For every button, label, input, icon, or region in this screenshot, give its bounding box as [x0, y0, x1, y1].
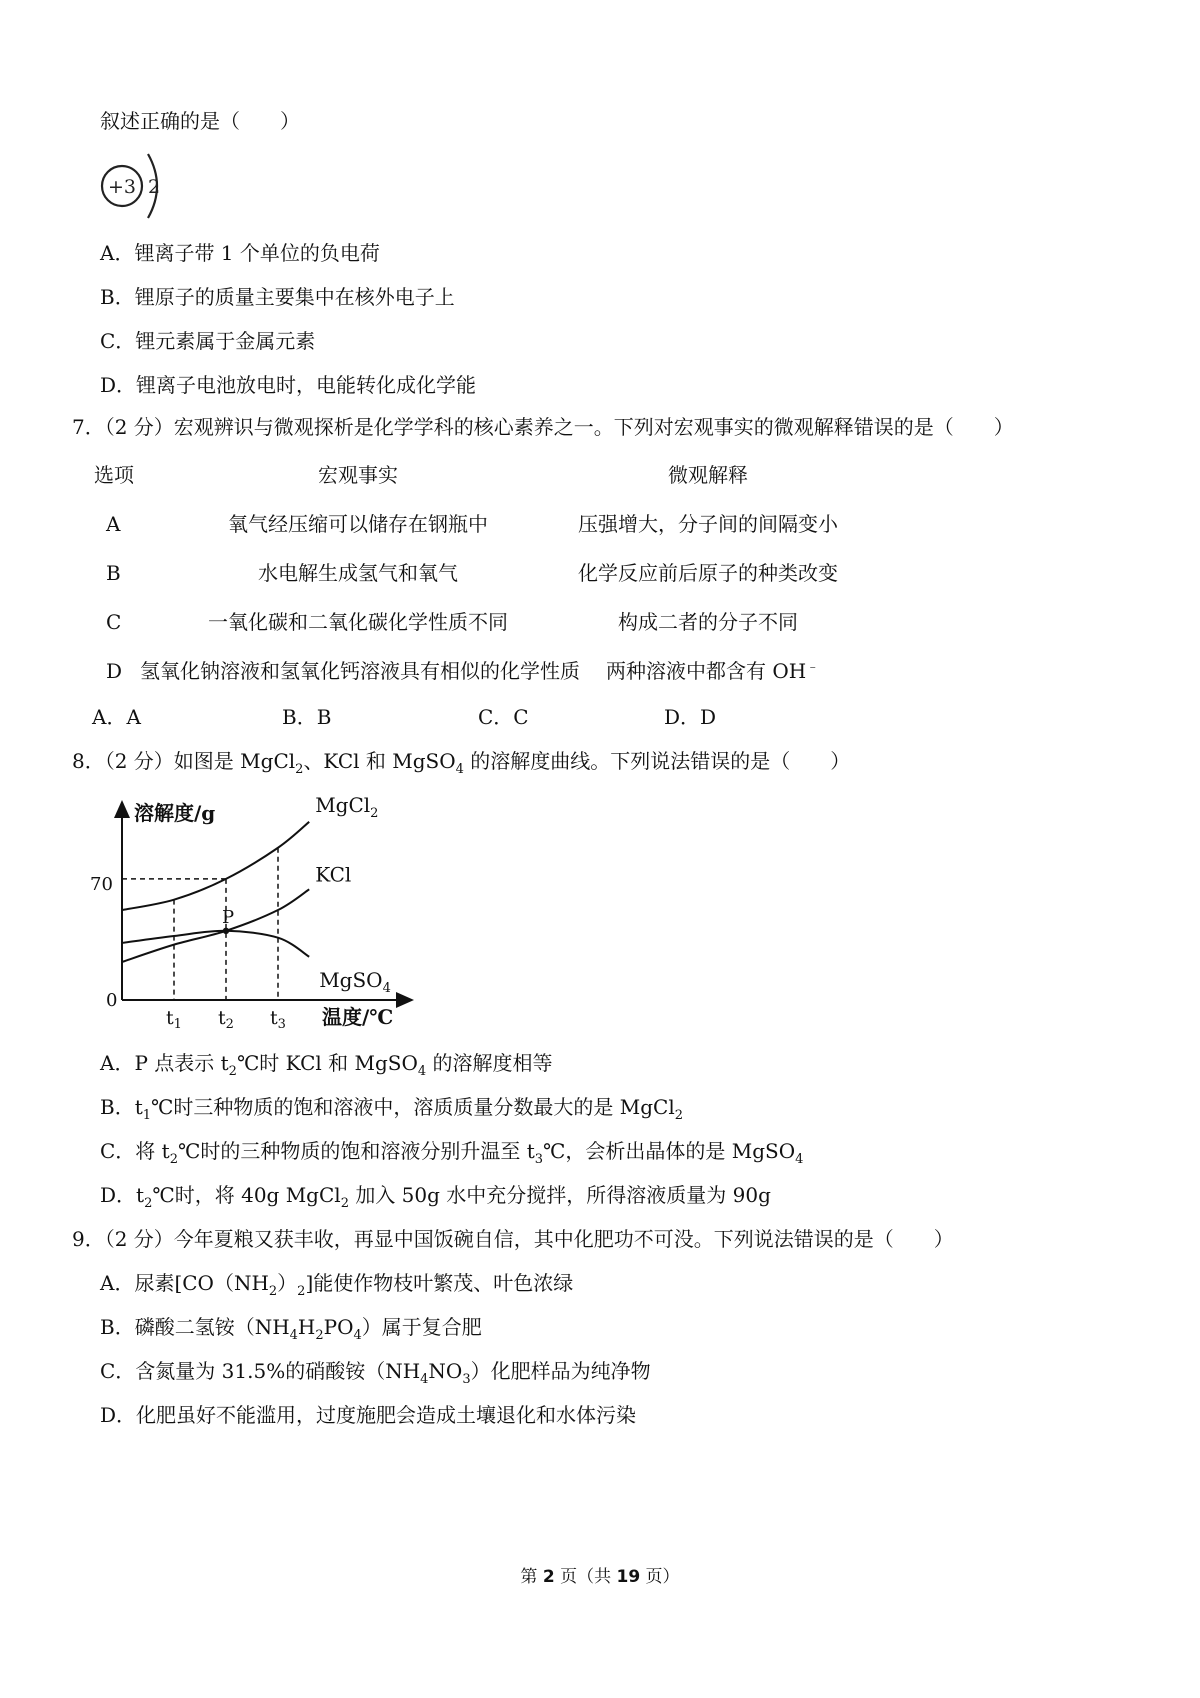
table-header-fact: 宏观事实	[318, 463, 398, 487]
series-line-0	[122, 822, 309, 910]
table-header-explain: 微观解释	[668, 463, 748, 487]
q8-stem: 8．（2 分）如图是 MgCl$_2$、KCl 和 MgSO$_4$ 的溶解度曲线。下列说法错误的是（ ）	[72, 749, 851, 777]
table-row-fact: 氢氧化钠溶液和氢氧化钙溶液具有相似的化学性质	[140, 659, 580, 683]
intersection-point	[223, 928, 229, 934]
origin-label: 0	[106, 990, 118, 1011]
q6-option-d: D．锂离子电池放电时，电能转化成化学能	[100, 373, 477, 397]
solubility-curve-chart	[84, 790, 424, 1040]
table-row-explain	[606, 658, 819, 684]
table-row-key: A	[106, 512, 121, 536]
q6-option-b: B．锂原子的质量主要集中在核外电子上	[100, 285, 455, 309]
q7-answer-b: B．B	[282, 705, 332, 729]
y-tick-70: 70	[90, 874, 113, 895]
series-label-0: MgCl$_2$	[315, 792, 379, 821]
q8-option-c: C．将 $t_2℃$时的三种物质的饱和溶液分别升温至 $t_3℃$，会析出晶体的是 MgSO$_4$	[100, 1139, 804, 1167]
q7-stem: 7．（2 分）宏观辨识与微观探析是化学学科的核心素养之一。下列对宏观事实的微观解释错误的是（ ）	[72, 415, 1014, 439]
q9-option-c: C．含氮量为 31.5%的硝酸铵$(NH_4NO_3)$化肥样品为纯净物	[100, 1359, 651, 1387]
q6-option-a: A．锂离子带 1 个单位的负电荷	[100, 241, 380, 265]
q6-option-c: C．锂元素属于金属元素	[100, 329, 316, 353]
series-line-1	[122, 889, 309, 962]
page-footer: 第 2 页（共 19 页）	[520, 1567, 680, 1587]
table-row-key: D	[106, 659, 123, 683]
table-row-explain: 压强增大，分子间的间隔变小	[578, 512, 838, 536]
series-label-2: MgSO$_4$	[319, 967, 391, 996]
table-row-key: C	[106, 610, 122, 634]
q9-option-d: D．化肥虽好不能滥用，过度施肥会造成土壤退化和水体污染	[100, 1403, 637, 1427]
x-tick-label: $t_3$	[270, 1007, 286, 1032]
q9-option-a: A．尿素$[CO(NH_2)_2]$能使作物枝叶繁茂、叶色浓绿	[100, 1271, 574, 1299]
x-axis-label: 温度/℃	[322, 1005, 394, 1029]
table-row-fact: 氧气经压缩可以储存在钢瓶中	[228, 512, 488, 536]
lithium-ion-structure-diagram	[98, 148, 168, 222]
nucleus-charge: +3	[107, 176, 137, 198]
y-axis-label: 溶解度/g	[134, 801, 216, 825]
x-tick-label: $t_1$	[166, 1007, 182, 1032]
q6-stem-tail: 叙述正确的是（ ）	[100, 109, 300, 133]
q9-stem: 9．（2 分）今年夏粮又获丰收，再显中国饭碗自信，其中化肥功不可没。下列说法错误的是（ ）	[72, 1227, 954, 1251]
table-row-fact: 水电解生成氢气和氧气	[258, 561, 458, 585]
chart-plot-layer	[122, 792, 394, 1032]
q8-option-d: D．$t_2℃$时，将 40g MgCl$_2$ 加入 50g 水中充分搅拌，所得溶液质量为 90g	[100, 1183, 771, 1211]
table-row-explain: 化学反应前后原子的种类改变	[578, 561, 838, 585]
q9-option-b: B．磷酸二氢铵$(NH_4H_2PO_4)$属于复合肥	[100, 1315, 482, 1343]
q8-option-a: A．P 点表示 $t_2℃$时 KCl 和 MgSO$_4$ 的溶解度相等	[100, 1051, 553, 1079]
q8-option-b: B．$t_1℃$时三种物质的饱和溶液中，溶质质量分数最大的是 MgCl$_2$	[100, 1095, 684, 1123]
series-label-1: KCl	[315, 862, 352, 887]
hydroxide-charge: ﹣	[806, 659, 820, 675]
q7-answer-c: C．C	[478, 705, 529, 729]
table-header-option: 选项	[94, 463, 134, 487]
shell-electron-count: 2	[147, 176, 161, 198]
q7-answer-a: A．A	[92, 705, 141, 729]
table-row-key: B	[106, 561, 121, 585]
table-row-explain: 构成二者的分子不同	[618, 610, 798, 634]
table-row-fact: 一氧化碳和二氧化碳化学性质不同	[208, 610, 508, 634]
point-label: P	[222, 906, 235, 928]
x-tick-label: $t_2$	[218, 1007, 234, 1032]
q7-answer-d: D．D	[664, 705, 717, 729]
explain-text: 两种溶液中都含有 OH	[606, 659, 807, 683]
